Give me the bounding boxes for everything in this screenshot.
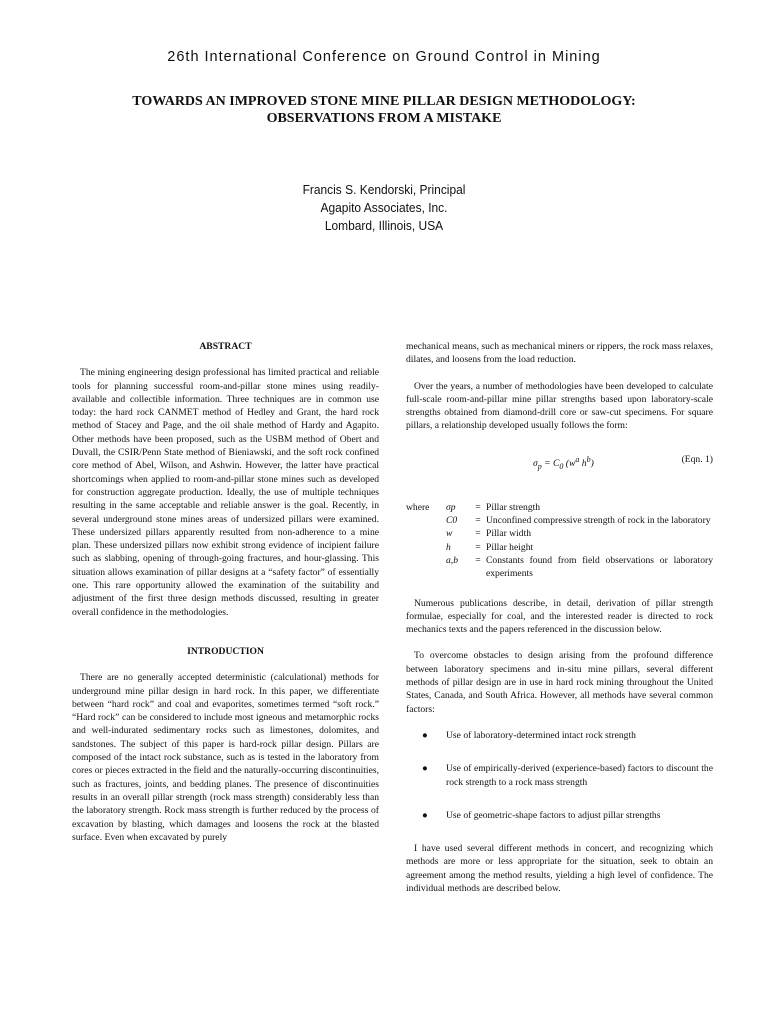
eq-sup-b: b bbox=[586, 454, 591, 464]
bullet-icon: ● bbox=[422, 729, 428, 741]
author-name: Francis S. Kendorski, Principal bbox=[302, 182, 466, 197]
definition-symbol: w bbox=[446, 528, 453, 540]
variable-definitions bbox=[406, 501, 713, 581]
list-item bbox=[406, 729, 713, 742]
definition-equals: = bbox=[475, 541, 481, 553]
methods-paragraph: To overcome obstacles to design arising from the profound difference between laboratory specimens and in-situ mine pillars, several different methods of pillar design are in use in hard rock mining throughout the United States, Canada, and South Africa. However, all methods have several common factors: bbox=[406, 650, 713, 715]
eq-sigma: σ bbox=[533, 457, 538, 469]
eq-w: (w bbox=[563, 457, 576, 469]
continuation-text: mechanical means, such as mechanical miners or rippers, the rock mass relaxes, dilates, and loosens from the load reduction. bbox=[406, 341, 713, 366]
eq-c: = C bbox=[541, 457, 560, 469]
list-item-text: Use of laboratory-determined intact rock strength bbox=[446, 729, 636, 741]
definition-equals: = bbox=[475, 554, 481, 566]
author-block bbox=[0, 181, 768, 235]
right-column bbox=[406, 340, 713, 908]
definition-row bbox=[406, 541, 713, 554]
title-line-1: TOWARDS AN IMPROVED STONE MINE PILLAR DESIGN METHODOLOGY: bbox=[132, 94, 636, 109]
list-item-text: Use of geometric-shape factors to adjust pillar strengths bbox=[446, 809, 661, 821]
author-location: Lombard, Illinois, USA bbox=[324, 218, 444, 233]
methodology-paragraph: Over the years, a number of methodologies have been developed to calculate full-scale room-and-pillar mine pillar strengths based upon laboratory-scale strengths obtained from diamond-drill core or saw-cut specimens. For square pillars, a relationship developed usually follows the form: bbox=[406, 380, 713, 432]
definition-text: Unconfined compressive strength of rock in the laboratory bbox=[486, 515, 711, 527]
equation-number: (Eqn. 1) bbox=[681, 453, 713, 465]
definition-text: Pillar width bbox=[486, 528, 532, 540]
publications-paragraph: Numerous publications describe, in detail, derivation of pillar strength formulae, especially for coal, and the interested reader is directed to rock mechanics texts and the papers referenced in the discussion below. bbox=[406, 597, 713, 636]
eq-close: ) bbox=[590, 457, 594, 469]
title-line-2: OBSERVATIONS FROM A MISTAKE bbox=[266, 111, 502, 126]
list-item bbox=[406, 762, 713, 789]
introduction-text: There are no generally accepted deterministic (calculational) methods for underground mine pillar design in hard rock. In this paper, we differentiate between “hard rock” and coal and evaporites, sometimes termed “soft rock.” “Hard rock” can be considered to include most igneous and metamorphic rocks and well-indurated sedimentary rocks such as limestones, dolomites, and sandstones. The subject of this paper is hard-rock pillar design. Pillars are composed of the intact rock substance, such as is tested in the laboratory from cores or pieces extracted in the field and the naturally-occurring discontinuities, such as fractures, joints, and bedding planes. The presence of discontinuities results in an overall pillar strength (rock mass strength) considerably less than the laboratory strength. Rock mass strength is further reduced by the process of excavation by blasting, which damages and loosens the rock at the blasted surface. Even when excavated by purely bbox=[72, 672, 379, 843]
eq-sub-p: p bbox=[537, 461, 542, 471]
definition-row bbox=[406, 527, 713, 540]
where-label: where bbox=[406, 501, 430, 513]
definition-symbol: σp bbox=[446, 501, 456, 513]
definition-row bbox=[406, 554, 713, 581]
abstract-heading: ABSTRACT bbox=[199, 341, 252, 352]
introduction-heading: INTRODUCTION bbox=[187, 645, 264, 657]
definition-symbol: C0 bbox=[446, 515, 458, 527]
paper-title bbox=[60, 93, 708, 127]
eq-sub-0: 0 bbox=[559, 461, 564, 471]
author-affiliation: Agapito Associates, Inc. bbox=[320, 200, 448, 215]
eq-sup-a: a bbox=[575, 454, 580, 464]
definition-text: Constants found from field observations or laboratory experiments bbox=[486, 554, 713, 580]
equation-formula bbox=[533, 453, 594, 473]
definition-text: Pillar height bbox=[486, 541, 534, 553]
concert-paragraph: I have used several different methods in concert, and recognizing which methods are more or less appropriate for the situation, seek to obtain an agreement among the method results, yielding a high level of confidence. The individual methods are described below. bbox=[406, 843, 713, 895]
bullet-icon: ● bbox=[422, 809, 428, 821]
definition-equals: = bbox=[475, 501, 481, 513]
definition-equals: = bbox=[475, 528, 481, 540]
conference-header: 26th International Conference on Ground Control in Mining bbox=[167, 49, 601, 65]
list-item bbox=[406, 809, 713, 822]
equation-1 bbox=[406, 453, 713, 481]
definition-row bbox=[406, 501, 713, 514]
definition-row bbox=[406, 514, 713, 527]
left-column bbox=[72, 340, 379, 857]
definition-symbol: h bbox=[446, 541, 451, 553]
definition-equals: = bbox=[475, 515, 481, 527]
eq-h: h bbox=[579, 457, 587, 469]
common-factors-list bbox=[406, 729, 713, 822]
abstract-text: The mining engineering design professional has limited practical and reliable tools for planning successful room-and-pillar stone mines using readily-available and collectible information. Three techniques are in common use today: the hard rock CANMET method of Hedley and Grant, the hard rock method of Stacey and Page, and the oil shale method of Hardy and Agapito. Other methods have been proposed, such as the USBM method of Obert and Duvall, the CSIR/Penn State method of Bieniawski, and the soft rock confined core method of Abel, Wilson, and Ashwin. However, the latter have practical shortcomings when applied to room-and-pillar stone mines such as developed for construction aggregate production. Ideally, the use of multiple techniques resulting in the same acceptable and reliable answer is the goal. Recently, in several underground stone mines areas of undersized pillars were examined. These undersized pillars apparently resulted from non-adherence to a mine plan. These undersized pillars now exhibit strong evidence of incipient failure such as slabbing, opening of through-going fractures, and hour-glassing. This situation allows examination of pillar designs at a “safety factor” of essentially one. This rare opportunity allowed the examination of the suitability and adjustment of the first three design methods discussed, resulting in greater overall confidence in the methodologies. bbox=[72, 367, 379, 618]
bullet-icon: ● bbox=[422, 763, 428, 775]
definition-symbol: a,b bbox=[446, 554, 458, 566]
list-item-text: Use of empirically-derived (experience-based) factors to discount the rock strength to a rock mass strength bbox=[446, 763, 713, 788]
definition-text: Pillar strength bbox=[486, 501, 541, 513]
